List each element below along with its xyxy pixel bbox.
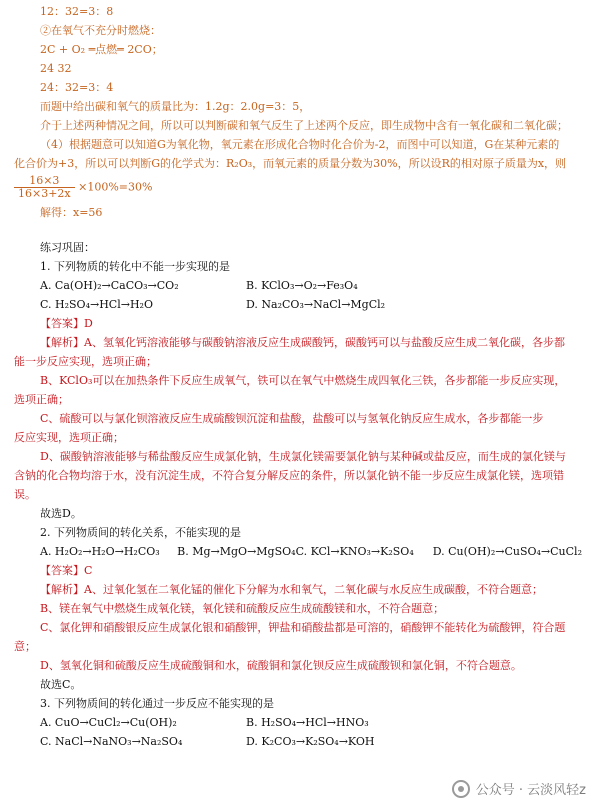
- text-line: 而题中给出碳和氧气的质量比为：1.2g：2.0g=3：5，: [40, 100, 311, 113]
- equation-arrow: ₂ ═点燃═: [80, 43, 128, 56]
- spacer: [14, 224, 582, 240]
- option-b: B. KClO₃→O₂→Fe₃O₄: [246, 279, 358, 292]
- answer-line: 【答案】C: [40, 564, 93, 577]
- watermark-text: 公众号 · 云淡风轻z: [475, 783, 586, 798]
- option-b: B. Mg→MgO→MgSO₄: [177, 545, 296, 558]
- analysis-line: 含钠的化合物均溶于水，没有沉淀生成，不符合复分解反应的条件，所以氯化钠不能一步反应生成氯化镁，选项错: [14, 469, 564, 482]
- analysis-line: D、氢氧化铜和硫酸反应生成硫酸铜和水，硫酸铜和氯化钡反应生成硫酸钡和氯化铜，不符合题意。: [40, 659, 522, 672]
- text-line: 24：32=3：4: [40, 81, 114, 94]
- fraction-line: [14, 175, 582, 205]
- fraction: [14, 175, 75, 200]
- option-a: A. H₂O₂→H₂O→H₂CO₃: [40, 545, 160, 558]
- analysis-line: C、氯化钾和硝酸银反应生成氯化银和硝酸钾，钾盐和硝酸盐都是可溶的，硝酸钾不能转化为硫酸钾，符合题: [40, 621, 566, 634]
- question-text: 3. 下列物质间的转化通过一步反应不能实现的是: [40, 697, 274, 710]
- fraction-denominator: 16×3+2x: [18, 187, 71, 200]
- text-line: ②在氧气不充分时燃烧：: [40, 24, 161, 37]
- equation-line: [14, 42, 582, 61]
- analysis-line: 能一步反应实现，选项正确；: [14, 355, 157, 368]
- option-d: D. Na₂CO₃→NaCl→MgCl₂: [246, 298, 386, 311]
- analysis-line: D、碳酸钠溶液能够与稀盐酸反应生成氯化钠，生成氯化镁需要氯化钠与某种碱或盐反应，而生成的氯化镁与: [40, 450, 566, 463]
- analysis-line: 【解析】A、氢氧化钙溶液能够与碳酸钠溶液反应生成碳酸钙，碳酸钙可以与盐酸反应生成二氧化碳，各步都: [40, 336, 565, 349]
- analysis-line: 误。: [14, 488, 36, 501]
- fraction-numerator: 16×3: [14, 175, 75, 188]
- option-a: A. CuO→CuCl₂→Cu(OH)₂: [40, 716, 177, 729]
- fraction-tail: ×100%=30%: [78, 180, 153, 194]
- equation-left: 2C + O: [40, 43, 81, 56]
- text-line: 12：32=3：8: [40, 5, 114, 18]
- question-text: 1. 下列物质的转化中不能一步实现的是: [40, 260, 230, 273]
- answer-line: 【答案】D: [40, 317, 93, 330]
- analysis-line: B、KClO₃可以在加热条件下反应生成氧气，铁可以在氧气中燃烧生成四氧化三铁，各步都能一步反应实现，: [40, 374, 566, 387]
- option-c: C. H₂SO₄→HCl→H₂O: [40, 298, 153, 311]
- option-d: D. K₂CO₃→K₂SO₄→KOH: [246, 735, 375, 748]
- text-line: 介于上述两种情况之间，所以可以判断碳和氧气反生了上述两个反应，即生成物中含有一氧化碳和二氧化碳；: [40, 119, 568, 132]
- text-line: 故选D。: [40, 507, 82, 520]
- options-row: [14, 297, 582, 316]
- question-text: 2. 下列物质间的转化关系，不能实现的是: [40, 526, 241, 539]
- options-row: [14, 544, 582, 563]
- analysis-line: 反应实现，选项正确；: [14, 431, 124, 444]
- text-line: （4）根据题意可以知道G为氧化物，氧元素在形成化合物时化合价为-2，而图中可以知道，G在某种元素的: [40, 138, 560, 151]
- wechat-icon: [452, 780, 470, 798]
- option-d: D. Cu(OH)₂→CuSO₄→CuCl₂: [432, 545, 582, 558]
- text-line: 故选C。: [40, 678, 82, 691]
- analysis-line: B、镁在氧气中燃烧生成氧化镁，氧化镁和硫酸反应生成硫酸镁和水，不符合题意；: [40, 602, 445, 615]
- option-c: C. NaCl→NaNO₃→Na₂SO₄: [40, 735, 183, 748]
- text-line: 化合价为+3，所以可以判断G的化学式为：R₂O₃，而氧元素的质量分数为30%，所以设R的相对原子质量为x，则: [14, 157, 567, 170]
- text-line: 24 32: [40, 62, 72, 75]
- analysis-line: 意；: [14, 640, 36, 653]
- equation-right: 2CO；: [127, 43, 163, 56]
- text-line: 解得：x=56: [40, 206, 103, 219]
- option-b: B. H₂SO₄→HCl→HNO₃: [246, 716, 369, 729]
- analysis-line: 选项正确；: [14, 393, 69, 406]
- options-row: [14, 734, 582, 753]
- analysis-line: 【解析】A、过氧化氢在二氧化锰的催化下分解为水和氧气，二氧化碳与水反应生成碳酸，不符合题意；: [40, 583, 543, 596]
- option-a: A. Ca(OH)₂→CaCO₃→CO₂: [40, 279, 179, 292]
- text-line: 练习巩固：: [40, 241, 95, 254]
- options-row: [14, 278, 582, 297]
- analysis-line: C、硫酸可以与氯化钡溶液反应生成硫酸钡沉淀和盐酸，盐酸可以与氢氧化钠反应生成水，各步都能一步: [40, 412, 544, 425]
- watermark: [452, 779, 586, 798]
- options-row: [14, 715, 582, 734]
- option-c: C. KCl→KNO₃→K₂SO₄: [295, 545, 414, 558]
